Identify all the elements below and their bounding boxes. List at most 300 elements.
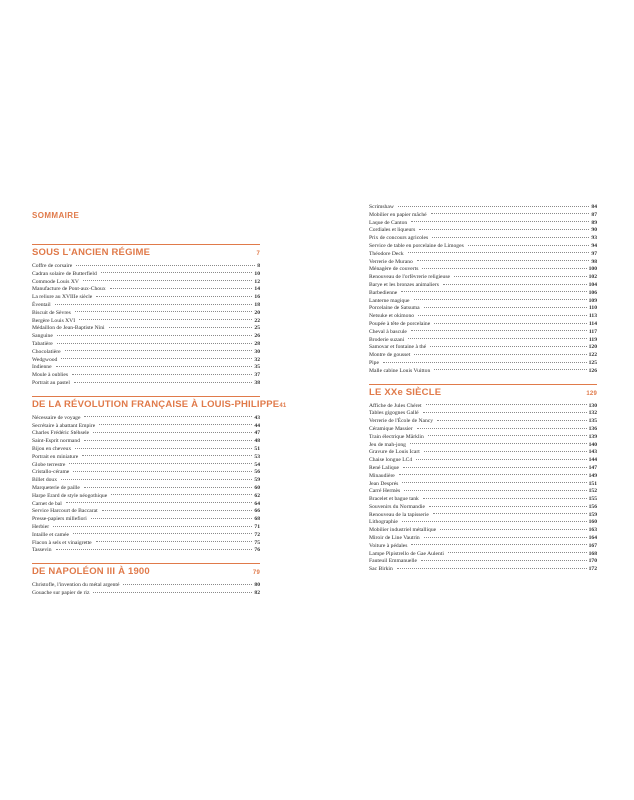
toc-entry[interactable]: [369, 473, 597, 481]
toc-entry[interactable]: [32, 516, 260, 524]
entry-page-number: 87: [591, 211, 597, 218]
entry-title: Voiture à pédales: [369, 542, 408, 549]
toc-entry[interactable]: [369, 488, 597, 496]
dot-leader: [404, 490, 586, 491]
entry-title: Théodore Deck: [369, 250, 404, 257]
entry-page-number: 37: [254, 372, 260, 379]
entry-page-number: 163: [588, 527, 597, 534]
dot-leader: [123, 584, 252, 585]
entry-page-number: 144: [588, 457, 597, 464]
entry-title: Christofle, l'invention du métal argenté: [32, 582, 120, 589]
entry-title: Chocolatière: [32, 348, 61, 355]
entry-page-number: 20: [254, 309, 260, 316]
toc-entry[interactable]: [32, 590, 260, 598]
dot-leader: [73, 471, 252, 472]
entry-page-number: 53: [254, 453, 260, 460]
dot-leader: [429, 506, 587, 507]
toc-entry[interactable]: [369, 504, 597, 512]
entry-page-number: 66: [254, 508, 260, 515]
entry-page-number: 35: [254, 364, 260, 371]
entry-page-number: 64: [254, 500, 260, 507]
entry-title: Verrerie de Murano: [369, 258, 413, 265]
entry-title: Ménagère de couverts: [369, 266, 419, 273]
entry-page-number: 126: [588, 367, 597, 374]
entry-title: Service Harcourt de Baccarat: [32, 508, 98, 515]
entry-page-number: 10: [254, 270, 260, 277]
entry-title: Intaille et camée: [32, 531, 69, 538]
section-heading[interactable]: [32, 244, 260, 259]
toc-entry[interactable]: [369, 481, 597, 489]
entry-page-number: 90: [591, 227, 597, 234]
dot-leader: [69, 463, 252, 464]
entry-title: Commode Louis XV: [32, 278, 79, 285]
section-page-number: 7: [256, 251, 260, 257]
toc-entry[interactable]: [32, 446, 260, 454]
entry-title: Globe terrestre: [32, 461, 66, 468]
dot-leader: [434, 323, 587, 324]
dot-leader: [57, 335, 253, 336]
entry-title: Laque de Canton: [369, 219, 408, 226]
entry-title: Souvenirs du Normandie: [369, 503, 425, 510]
entry-page-number: 113: [588, 313, 597, 320]
dot-leader: [399, 474, 587, 475]
toc-entry[interactable]: [369, 344, 597, 352]
entry-page-number: 54: [254, 461, 260, 468]
left-sections: [32, 244, 287, 598]
toc-entry[interactable]: [369, 543, 597, 551]
dot-leader: [424, 537, 587, 538]
entry-page-number: 84: [591, 204, 597, 210]
entry-page-number: 135: [588, 418, 597, 425]
toc-entry[interactable]: [32, 325, 260, 333]
toc-entry[interactable]: [369, 457, 597, 465]
entry-title: Service de table en porcelaine de Limoges: [369, 242, 464, 249]
entry-title: Céramique Massier: [369, 425, 413, 432]
entry-page-number: 72: [254, 531, 260, 538]
dot-leader: [414, 354, 586, 355]
toc-entry[interactable]: [369, 259, 597, 267]
entry-page-number: 47: [254, 430, 260, 437]
entry-title: Jean Després: [369, 480, 399, 487]
dot-leader: [411, 544, 586, 545]
toc-entry[interactable]: [369, 403, 597, 411]
toc-entry[interactable]: [369, 442, 597, 450]
entry-page-number: 68: [254, 516, 260, 523]
entry-page-number: 125: [588, 359, 597, 366]
toc-entry[interactable]: [32, 357, 260, 365]
toc-entry[interactable]: [369, 426, 597, 434]
toc-entry[interactable]: [369, 512, 597, 520]
entry-title: Broderie suzani: [369, 336, 405, 343]
toc-entry[interactable]: [32, 310, 260, 318]
toc-entry[interactable]: [369, 519, 597, 527]
dot-leader: [56, 366, 253, 367]
entry-page-number: 12: [254, 278, 260, 285]
entry-title: Miroir de Line Vautrin: [369, 535, 420, 542]
entry-page-number: 25: [254, 325, 260, 332]
toc-entry[interactable]: [369, 321, 597, 329]
entry-page-number: 59: [254, 477, 260, 484]
toc-entry[interactable]: [369, 290, 597, 298]
toc-entry[interactable]: [369, 368, 597, 376]
toc-entry[interactable]: [32, 508, 260, 516]
dot-leader: [96, 541, 253, 542]
entry-title: Malle cabine Louis Vuitton: [369, 367, 431, 374]
entry-title: Mobilier industriel métallique: [369, 527, 437, 534]
toc-entry[interactable]: [32, 582, 260, 590]
entry-title: Affiche de Jules Chéret: [369, 402, 422, 409]
toc-entry[interactable]: [32, 271, 260, 279]
dot-leader: [61, 358, 252, 359]
toc-entry[interactable]: [369, 266, 597, 274]
entry-page-number: 14: [254, 286, 260, 293]
entry-title: Minaudière: [369, 472, 395, 479]
dot-leader: [101, 272, 253, 273]
entry-page-number: 152: [588, 488, 597, 495]
dot-leader: [424, 307, 587, 308]
entry-title: Samovar et fontaine à thé: [369, 344, 427, 351]
toc-entry[interactable]: [369, 410, 597, 418]
dot-leader: [72, 374, 252, 375]
toc-entry[interactable]: [32, 462, 260, 470]
entry-title: Bergère Louis XVI: [32, 317, 76, 324]
toc-entry[interactable]: [32, 423, 260, 431]
toc-entry[interactable]: [32, 524, 260, 532]
toc-entry[interactable]: [369, 352, 597, 360]
entry-page-number: 100: [588, 266, 597, 273]
entry-page-number: 48: [254, 438, 260, 445]
dot-leader: [434, 369, 586, 370]
entry-page-number: 160: [588, 519, 597, 526]
entry-page-number: 110: [588, 305, 597, 312]
dot-leader: [55, 304, 253, 305]
dot-leader: [99, 424, 252, 425]
entry-title: Moule à oublies: [32, 372, 69, 379]
toc-entry[interactable]: [32, 263, 260, 271]
entry-title: Lampe Pipistrello de Gae Aulenti: [369, 550, 444, 557]
dot-leader: [84, 487, 253, 488]
right-toc-column: [369, 204, 597, 574]
entry-page-number: 109: [588, 297, 597, 304]
entry-page-number: 139: [588, 433, 597, 440]
toc-entry[interactable]: [369, 566, 597, 574]
toc-entry[interactable]: [32, 485, 260, 493]
dot-leader: [448, 552, 587, 553]
entry-page-number: 120: [588, 344, 597, 351]
toc-entry[interactable]: [369, 313, 597, 321]
entry-title: Secrétaire à abattant Empire: [32, 422, 96, 429]
section-page-number: 129: [586, 390, 597, 397]
entry-page-number: 159: [588, 511, 597, 518]
entry-page-number: 130: [588, 402, 597, 409]
toc-entry[interactable]: [32, 341, 260, 349]
entry-title: Bijou en cheveux: [32, 445, 72, 452]
toc-entry[interactable]: [369, 418, 597, 426]
toc-entry[interactable]: [369, 434, 597, 442]
entry-page-number: 97: [591, 250, 597, 257]
entry-title: Nécessaire de voyage: [32, 414, 81, 421]
dot-leader: [408, 252, 590, 253]
dot-leader: [75, 448, 252, 449]
entry-title: Carré Hermès: [369, 488, 401, 495]
toc-entry[interactable]: [32, 438, 260, 446]
dot-leader: [426, 404, 587, 405]
dot-leader: [411, 330, 587, 331]
entry-title: Lanterne magique: [369, 297, 410, 304]
entry-title: Flacon à sels et vinaigrette: [32, 539, 92, 546]
right-page: [317, 0, 634, 800]
entry-title: Médaillon de Jean-Baptiste Nini: [32, 325, 105, 332]
entry-page-number: 18: [254, 301, 260, 308]
dot-leader: [430, 346, 586, 347]
entry-title: Wedgwood: [32, 356, 58, 363]
toc-entry[interactable]: [369, 535, 597, 543]
dot-leader: [73, 533, 252, 534]
dot-leader: [443, 284, 587, 285]
dot-leader: [102, 510, 253, 511]
entry-page-number: 51: [254, 445, 260, 452]
dot-leader: [53, 526, 252, 527]
entry-page-number: 38: [254, 379, 260, 386]
dot-leader: [93, 592, 252, 593]
entry-title: Lithographie: [369, 519, 398, 526]
dot-leader: [468, 245, 590, 246]
entry-title: Portrait au pastel: [32, 379, 70, 386]
entry-page-number: 147: [588, 464, 597, 471]
toc-entry[interactable]: [32, 349, 260, 357]
entry-title: Bracelet et bague tank: [369, 496, 419, 503]
entry-title: Montre de gousset: [369, 352, 411, 359]
entry-title: Cordiales et liqueurs: [369, 227, 416, 234]
entry-page-number: 89: [591, 219, 597, 226]
entry-title: Gouache sur papier de riz: [32, 589, 90, 596]
toc-entry[interactable]: [32, 469, 260, 477]
entry-title: Fauteuil Emmanuelle: [369, 558, 418, 565]
toc-entry[interactable]: [369, 305, 597, 313]
entry-page-number: 26: [254, 333, 260, 340]
entry-title: Train électrique Märklin: [369, 433, 424, 440]
toc-entry[interactable]: [32, 372, 260, 380]
toc-entry[interactable]: [369, 243, 597, 251]
entry-page-number: 164: [588, 535, 597, 542]
right-section: [369, 384, 597, 575]
section-heading[interactable]: [32, 396, 287, 411]
dot-leader: [111, 494, 252, 495]
dot-leader: [96, 296, 252, 297]
toc-entry[interactable]: [369, 220, 597, 228]
toc-entry[interactable]: [32, 477, 260, 485]
toc-entry[interactable]: [32, 532, 260, 540]
entry-title: Herbier: [32, 523, 50, 530]
entry-title: Gravure de Louis Icart: [369, 449, 420, 456]
entry-title: Jeu de mah-jong: [369, 441, 406, 448]
dot-leader: [421, 560, 587, 561]
entry-title: Tables gigognes Gallé: [369, 410, 419, 417]
dot-leader: [424, 451, 587, 452]
entry-title: Indienne: [32, 364, 52, 371]
toc-entry[interactable]: [369, 298, 597, 306]
entry-page-number: 149: [588, 472, 597, 479]
entry-title: Poupée à tête de porcelaine: [369, 320, 431, 327]
dot-leader: [65, 350, 253, 351]
dot-leader: [418, 315, 587, 316]
toc-entry[interactable]: [369, 465, 597, 473]
toc-entry[interactable]: [369, 527, 597, 535]
section-page-number: 41: [279, 402, 287, 409]
toc-entry[interactable]: [369, 449, 597, 457]
entry-page-number: 151: [588, 480, 597, 487]
toc-entry[interactable]: [369, 496, 597, 504]
dot-leader: [398, 206, 590, 207]
dot-leader: [416, 459, 586, 460]
dot-leader: [431, 213, 590, 214]
entry-page-number: 172: [588, 566, 597, 573]
toc-entry[interactable]: [32, 318, 260, 326]
entry-title: Saint-Esprit normand: [32, 438, 81, 445]
toc-entry[interactable]: [32, 540, 260, 548]
toc-entry[interactable]: [369, 227, 597, 235]
entry-title: Renouveau de la tapisserie: [369, 511, 429, 518]
entry-title: Netsuke et okimono: [369, 313, 415, 320]
entry-page-number: 44: [254, 422, 260, 429]
dot-leader: [408, 338, 587, 339]
dot-leader: [79, 319, 252, 320]
entry-title: Marqueterie de paille: [32, 484, 80, 491]
dot-leader: [93, 432, 252, 433]
entry-page-number: 136: [588, 425, 597, 432]
dot-leader: [417, 260, 590, 261]
dot-leader: [82, 455, 252, 456]
entry-title: Cristallo-cérame: [32, 469, 70, 476]
dot-leader: [419, 229, 589, 230]
entry-page-number: 140: [588, 441, 597, 448]
entry-page-number: 117: [588, 328, 597, 335]
dot-leader: [423, 412, 587, 413]
dot-leader: [109, 327, 253, 328]
entry-page-number: 119: [588, 336, 597, 343]
entry-title: La reliure au XVIIIe siècle: [32, 294, 93, 301]
section-heading[interactable]: [369, 384, 597, 399]
entry-title: René Lalique: [369, 464, 399, 471]
entry-page-number: 102: [588, 274, 597, 281]
entry-page-number: 167: [588, 542, 597, 549]
entry-page-number: 32: [254, 356, 260, 363]
toc-entry[interactable]: [32, 294, 260, 302]
dot-leader: [110, 288, 253, 289]
dot-leader: [401, 291, 586, 292]
toc-entry[interactable]: [32, 454, 260, 462]
toc-entry[interactable]: [32, 415, 260, 423]
entry-page-number: 76: [254, 547, 260, 554]
section-page-number: 79: [252, 570, 260, 577]
entry-page-number: 75: [254, 539, 260, 546]
entry-page-number: 22: [254, 317, 260, 324]
entry-page-number: 80: [254, 582, 260, 589]
entry-title: Biscuit de Sèvres: [32, 309, 71, 316]
entry-page-number: 62: [254, 492, 260, 499]
entry-title: Cadran solaire de Butterfield: [32, 270, 97, 277]
dot-leader: [417, 428, 587, 429]
dot-leader: [402, 482, 586, 483]
entry-page-number: 30: [254, 348, 260, 355]
toc-entry[interactable]: [369, 551, 597, 559]
entry-page-number: 170: [588, 558, 597, 565]
dot-leader: [433, 513, 587, 514]
entry-title: Sac Birkin: [369, 566, 393, 573]
entry-page-number: 93: [591, 235, 597, 242]
dot-leader: [432, 237, 589, 238]
dot-leader: [75, 311, 253, 312]
entry-title: Manufacture de Pont-aux-Choux: [32, 286, 106, 293]
toc-entry[interactable]: [32, 430, 260, 438]
left-toc-column: [32, 211, 287, 598]
dot-leader: [74, 382, 253, 383]
entry-title: Carnet de bal: [32, 500, 62, 507]
toc-entry[interactable]: [32, 501, 260, 509]
entry-title: Porcelaine de Satsuma: [369, 305, 420, 312]
entry-page-number: 168: [588, 550, 597, 557]
dot-leader: [66, 502, 253, 503]
entry-page-number: 156: [588, 503, 597, 510]
dot-leader: [437, 420, 587, 421]
section-title: SOUS L'ANCIEN RÉGIME: [32, 247, 151, 258]
entry-page-number: 104: [588, 281, 597, 288]
toc-entry[interactable]: [369, 558, 597, 566]
toc-entry[interactable]: [32, 493, 260, 501]
toc-entry[interactable]: [32, 364, 260, 372]
right-top-entries: [369, 204, 597, 376]
dot-leader: [428, 435, 587, 436]
dot-leader: [84, 440, 252, 441]
entry-title: Harpe Erard de style néogothique: [32, 492, 108, 499]
entry-page-number: 122: [588, 352, 597, 359]
toc-entry[interactable]: [369, 282, 597, 290]
entry-page-number: 106: [588, 289, 597, 296]
dot-leader: [57, 343, 253, 344]
toc-entry[interactable]: [32, 547, 260, 555]
entry-page-number: 155: [588, 496, 597, 503]
toc-entry[interactable]: [369, 274, 597, 282]
entry-page-number: 43: [254, 414, 260, 421]
toc-entry[interactable]: [32, 380, 260, 388]
toc-entry[interactable]: [32, 333, 260, 341]
section-title: DE NAPOLÉON III À 1900: [32, 566, 150, 578]
toc-entry[interactable]: [32, 286, 260, 294]
section-heading[interactable]: [32, 563, 260, 578]
entry-title: Mobilier en papier mâché: [369, 211, 427, 218]
entry-title: Pipe: [369, 359, 379, 366]
entry-title: Renouveau de l'orfèvrerie religieuse: [369, 274, 450, 281]
entry-title: Sanguine: [32, 333, 53, 340]
section-title: DE LA RÉVOLUTION FRANÇAISE À LOUIS-PHILIPPE: [32, 398, 280, 410]
entry-title: Barbedienne: [369, 289, 398, 296]
entry-page-number: 143: [588, 449, 597, 456]
entry-page-number: 16: [254, 294, 260, 301]
toc-entry[interactable]: [369, 235, 597, 243]
entry-title: Cheval à bascule: [369, 328, 407, 335]
dot-leader: [84, 416, 252, 417]
toc-entry[interactable]: [32, 302, 260, 310]
entry-title: Éventail: [32, 301, 51, 308]
toc-entry[interactable]: [369, 204, 597, 212]
dot-leader: [383, 362, 587, 363]
toc-entry[interactable]: [369, 212, 597, 220]
toc-entry[interactable]: [369, 360, 597, 368]
toc-entry[interactable]: [369, 251, 597, 259]
toc-entry[interactable]: [369, 329, 597, 337]
dot-leader: [91, 518, 253, 519]
entry-title: Tabatière: [32, 340, 53, 347]
